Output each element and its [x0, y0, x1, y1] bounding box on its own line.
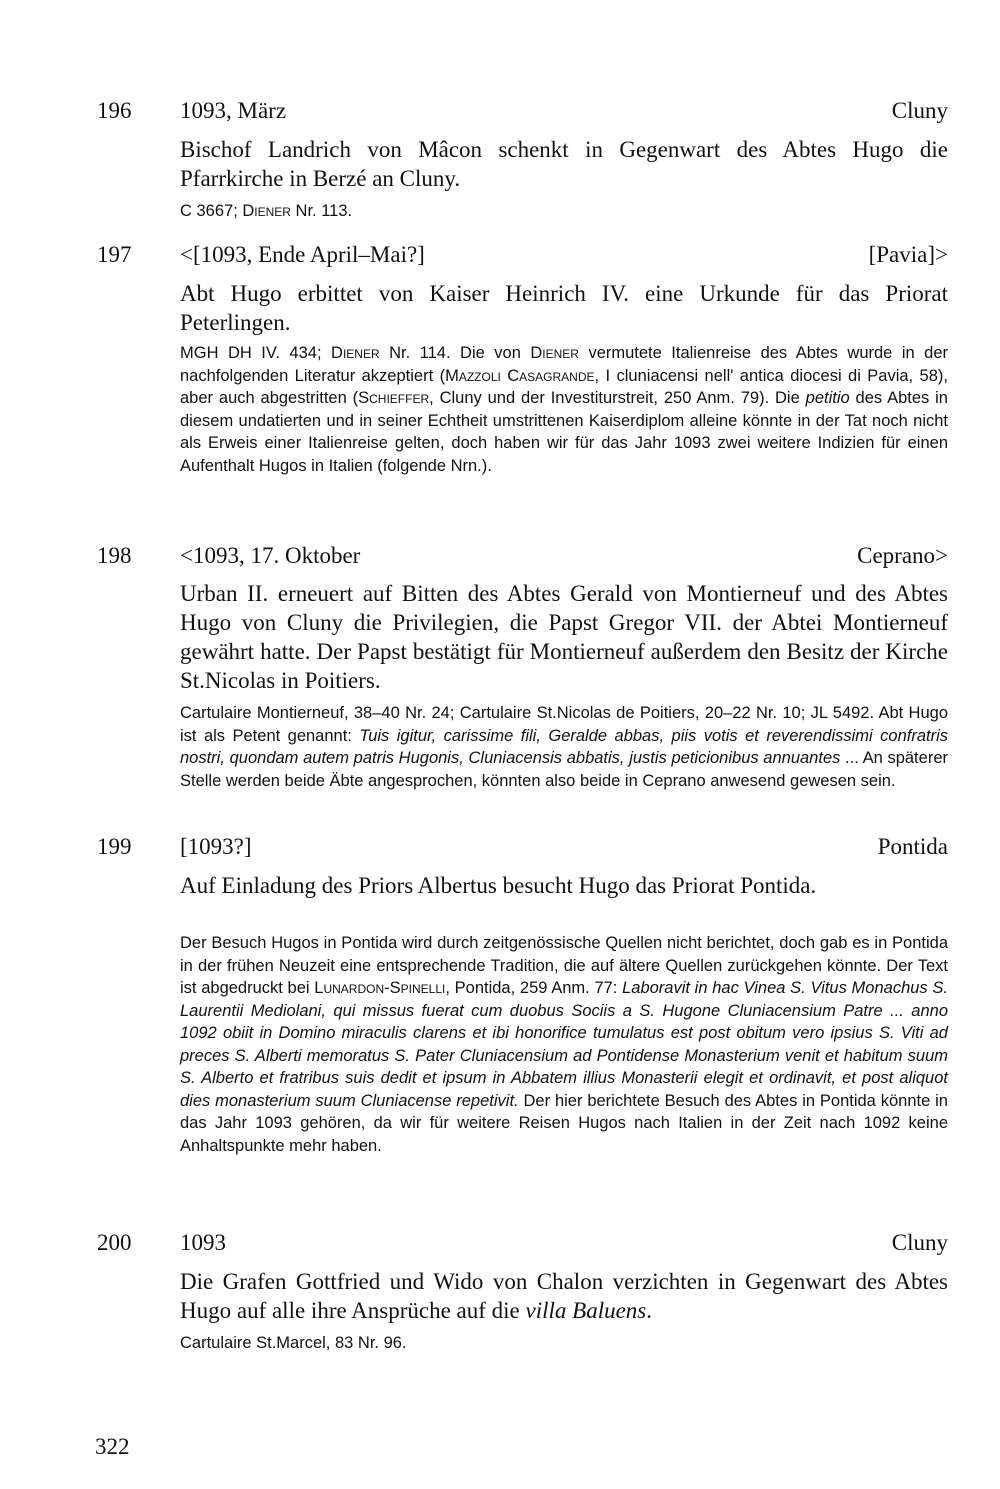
entry-date: <[1093, Ende April–Mai?]: [180, 242, 425, 267]
entry-summary: Die Grafen Gottfried und Wido von Chalon verzichten in Gegenwart des Abtes Hugo auf alle ihre Ansprüche auf die villa Baluens.: [180, 1269, 948, 1323]
author-name: Diener: [242, 202, 291, 220]
entry-place: Cluny: [891, 1230, 948, 1255]
entry-note: C 3667; Diener Nr. 113.: [180, 202, 353, 220]
entry-note: MGH DH IV. 434; Diener Nr. 114. Die von Diener vermutete Italienreise des Abtes wurde in der nachfolgenden Literatur akzeptiert (Mazzoli Casagrande, I cluniacensi nell' antica diocesi di Pavia, 58), aber auch abgestritten (Schieffer, Cluny und der Investiturstreit, 250 Anm. 79). Die petitio des Abtes in diesem undatierten und in seiner Echtheit umstrittenen Kaiserdiplom alleine könnte in der Tat noch nicht als Erweis einer Italienreise gelten, doch haben wir für das Jahr 1093 zwei weitere Indizien für einen Aufenthalt Hugos in Italien (folgende Nrn.).: [180, 344, 949, 475]
entry-summary: Bischof Landrich von Mâcon schenkt in Gegenwart des Abtes Hugo die Pfarrkirche in Berzé an Cluny.: [180, 137, 948, 191]
entry-note: Der Besuch Hugos in Pontida wird durch zeitgenössische Quellen nicht berichtet, doch gab es in Pontida in der frühen Neuzeit eine entsprechende Tradition, die auf ältere Quellen zurückgehen könnte. Der Text ist abgedruckt bei Lunardon-Spinelli, Pontida, 259 Anm. 77: Laboravit in hac Vinea S. Vitus Monachus S. Laurentii Mediolani, qui missus fuerat cum duobus Sociis a S. Hugone Cluniacensium Patre ... anno 1092 obiit in Domino miraculis clarens et ibi honorifice tumulatus est post obitum vero ipsius S. Viti ad preces S. Alberti memoratus S. Pater Cluniacensium ad Pontidense Monasterium venit et habitum suum S. Alberto et fratribus suis dedit et ipsum in Abbatem illius Monasterii elegit et ordinavit, et post aliquot dies monasterium suum Cluniacense repetivit. Der hier berichtete Besuch des Abtes in Pontida könnte in das Jahr 1093 gehören, da wir für weitere Reisen Hugos nach Italien in der Zeit nach 1092 keine Anhaltspunkte mehr haben.: [180, 934, 948, 1155]
entry-date: 1093, März: [180, 98, 287, 123]
italic-quote: petitio: [805, 389, 850, 407]
entry-place: Ceprano>: [857, 543, 948, 568]
entry-number: 196: [97, 98, 132, 123]
entry-date: [1093?]: [180, 834, 252, 859]
italic-quote: Laboravit in hac Vinea S. Vitus Monachus S. Laurentii Mediolani, qui missus fuerat cum duobus Sociis a S. Hugone Cluniacensium Patre ... anno 1092 obiit in Domino miraculis clarens et ibi honorifice tumulatus est post obitum vero ipsius S. Viti ad preces S. Alberti memoratus S. Pater Cluniacensium ad Pontidense Monasterium venit et habitum suum S. Alberto et fratribus suis dedit et ipsum in Abbatem illius Monasterii elegit et ordinavit, et post aliquot dies monasterium suum Cluniacense repetivit.: [180, 979, 948, 1110]
entry-summary: Abt Hugo erbittet von Kaiser Heinrich IV. eine Urkunde für das Priorat Peterlingen.: [180, 281, 948, 335]
entry-header: [180, 543, 948, 569]
entry-date: 1093: [180, 1230, 226, 1255]
author-name: Lunardon-Spinelli: [314, 979, 446, 997]
author-name: Diener: [530, 344, 579, 362]
entry-header: [180, 834, 948, 860]
entry-summary: Urban II. erneuert auf Bitten des Abtes Gerald von Montierneuf und des Abtes Hugo von Cluny die Privilegien, die Papst Gregor VII. der Abtei Montierneuf gewährt hatte. Der Papst bestätigt für Montierneuf außerdem den Besitz der Kirche St.Nicolas in Poitiers.: [180, 581, 948, 693]
entry-note: Cartulaire St.Marcel, 83 Nr. 96.: [180, 1334, 407, 1352]
entry-number: 200: [97, 1230, 132, 1255]
entry-date: <1093, 17. Oktober: [180, 543, 361, 568]
author-name: Mazzoli Casagrande: [445, 366, 595, 385]
page-number: 322: [95, 1434, 130, 1459]
entry-summary: Auf Einladung des Priors Albertus besucht Hugo das Priorat Pontida.: [180, 873, 817, 898]
entry-number: 197: [97, 242, 132, 267]
entry-header: [180, 242, 948, 268]
italic-quote: Tuis igitur, carissime fili, Geralde abbas, piis votis et reverendissimi confratris nostri, quondam autem patris Hugonis, Cluniacensis abbatis, justis peticionibus annuantes: [180, 726, 948, 767]
entry-place: [Pavia]>: [868, 242, 948, 267]
entry-note: Cartulaire Montierneuf, 38–40 Nr. 24; Cartulaire St.Nicolas de Poitiers, 20–22 Nr. 10; JL 5492. Abt Hugo ist als Petent genannt: Tuis igitur, carissime fili, Geralde abbas, piis votis et reverendissimi confratris nostri, quondam autem patris Hugonis, Cluniacensis abbatis, justis peticionibus annuantes ... An späterer Stelle werden beide Äbte angesprochen, könnten also beide in Ceprano anwesend gewesen sein.: [180, 704, 948, 790]
author-name: Schieffer: [358, 389, 430, 407]
entry-header: [180, 1230, 948, 1256]
entry-number: 198: [97, 543, 132, 568]
entry-place: Pontida: [877, 834, 948, 859]
author-name: Diener: [331, 344, 380, 362]
entry-place: Cluny: [891, 98, 948, 123]
italic-quote: villa Baluens: [525, 1298, 647, 1323]
entry-header: [180, 98, 948, 124]
entry-number: 199: [97, 834, 132, 859]
